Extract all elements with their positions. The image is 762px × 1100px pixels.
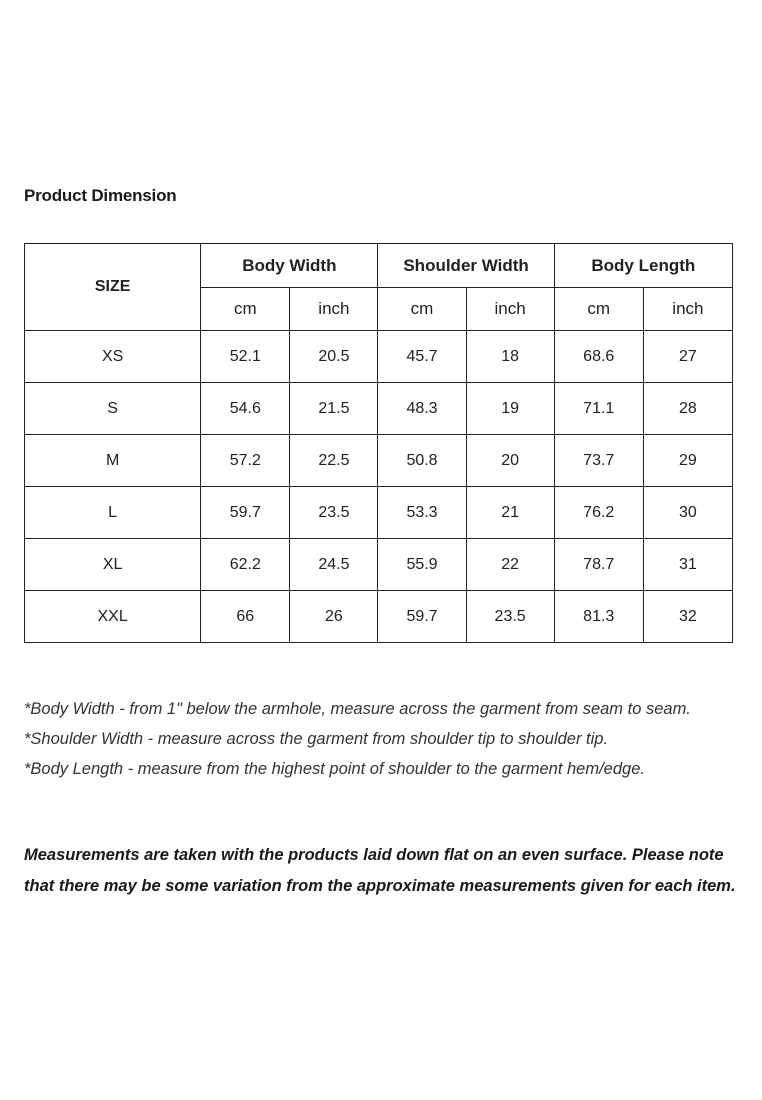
measurement-cell: 73.7 bbox=[554, 435, 643, 487]
measurement-cell: 19 bbox=[466, 383, 554, 435]
unit-header: cm bbox=[554, 288, 643, 331]
measurement-cell: 81.3 bbox=[554, 591, 643, 643]
measurement-cell: 29 bbox=[643, 435, 732, 487]
measurement-cell: 50.8 bbox=[378, 435, 466, 487]
measurement-cell: 21.5 bbox=[290, 383, 378, 435]
measurement-cell: 32 bbox=[643, 591, 732, 643]
measurement-cell: 22 bbox=[466, 539, 554, 591]
table-row bbox=[25, 591, 733, 643]
unit-header: inch bbox=[290, 288, 378, 331]
measurement-cell: 55.9 bbox=[378, 539, 466, 591]
measurement-cell: 21 bbox=[466, 487, 554, 539]
size-cell: XXL bbox=[25, 591, 201, 643]
measurement-cell: 71.1 bbox=[554, 383, 643, 435]
measurement-cell: 68.6 bbox=[554, 331, 643, 383]
measurement-cell: 23.5 bbox=[290, 487, 378, 539]
measurement-cell: 18 bbox=[466, 331, 554, 383]
measurement-cell: 27 bbox=[643, 331, 732, 383]
measurement-cell: 48.3 bbox=[378, 383, 466, 435]
size-column-header: SIZE bbox=[25, 244, 201, 331]
measurement-disclaimer: Measurements are taken with the products laid down flat on an even surface. Please note that there may be some variation from the approximate measurements given for each item. bbox=[24, 846, 736, 895]
page-title: Product Dimension bbox=[24, 186, 177, 205]
measurement-cell: 59.7 bbox=[378, 591, 466, 643]
size-cell: S bbox=[25, 383, 201, 435]
measurement-cell: 59.7 bbox=[201, 487, 290, 539]
size-cell: XL bbox=[25, 539, 201, 591]
measurement-cell: 57.2 bbox=[201, 435, 290, 487]
measurement-cell: 24.5 bbox=[290, 539, 378, 591]
header-row-groups bbox=[25, 244, 733, 288]
table-row bbox=[25, 487, 733, 539]
measurement-cell: 53.3 bbox=[378, 487, 466, 539]
measurement-notes bbox=[24, 694, 736, 784]
measurement-cell: 26 bbox=[290, 591, 378, 643]
measurement-cell: 52.1 bbox=[201, 331, 290, 383]
unit-header: cm bbox=[378, 288, 466, 331]
size-cell: XS bbox=[25, 331, 201, 383]
measurement-cell: 23.5 bbox=[466, 591, 554, 643]
table-row bbox=[25, 331, 733, 383]
measurement-cell: 20.5 bbox=[290, 331, 378, 383]
unit-header: inch bbox=[466, 288, 554, 331]
size-chart-table bbox=[24, 243, 733, 643]
measurement-cell: 45.7 bbox=[378, 331, 466, 383]
measurement-cell: 62.2 bbox=[201, 539, 290, 591]
table-row bbox=[25, 435, 733, 487]
note-shoulder-width: *Shoulder Width - measure across the garment from shoulder tip to shoulder tip. bbox=[24, 730, 609, 748]
measurement-cell: 31 bbox=[643, 539, 732, 591]
table-row bbox=[25, 383, 733, 435]
column-group-body-width: Body Width bbox=[201, 244, 378, 288]
measurement-cell: 76.2 bbox=[554, 487, 643, 539]
table-row bbox=[25, 539, 733, 591]
note-body-width: *Body Width - from 1" below the armhole, measure across the garment from seam to seam. bbox=[24, 700, 691, 718]
size-cell: M bbox=[25, 435, 201, 487]
measurement-cell: 66 bbox=[201, 591, 290, 643]
measurement-cell: 28 bbox=[643, 383, 732, 435]
measurement-cell: 20 bbox=[466, 435, 554, 487]
column-group-body-length: Body Length bbox=[554, 244, 732, 288]
measurement-cell: 22.5 bbox=[290, 435, 378, 487]
size-cell: L bbox=[25, 487, 201, 539]
unit-header: cm bbox=[201, 288, 290, 331]
measurement-cell: 78.7 bbox=[554, 539, 643, 591]
unit-header: inch bbox=[643, 288, 732, 331]
column-group-shoulder-width: Shoulder Width bbox=[378, 244, 554, 288]
measurement-cell: 30 bbox=[643, 487, 732, 539]
measurement-cell: 54.6 bbox=[201, 383, 290, 435]
note-body-length: *Body Length - measure from the highest point of shoulder to the garment hem/edge. bbox=[24, 760, 645, 778]
